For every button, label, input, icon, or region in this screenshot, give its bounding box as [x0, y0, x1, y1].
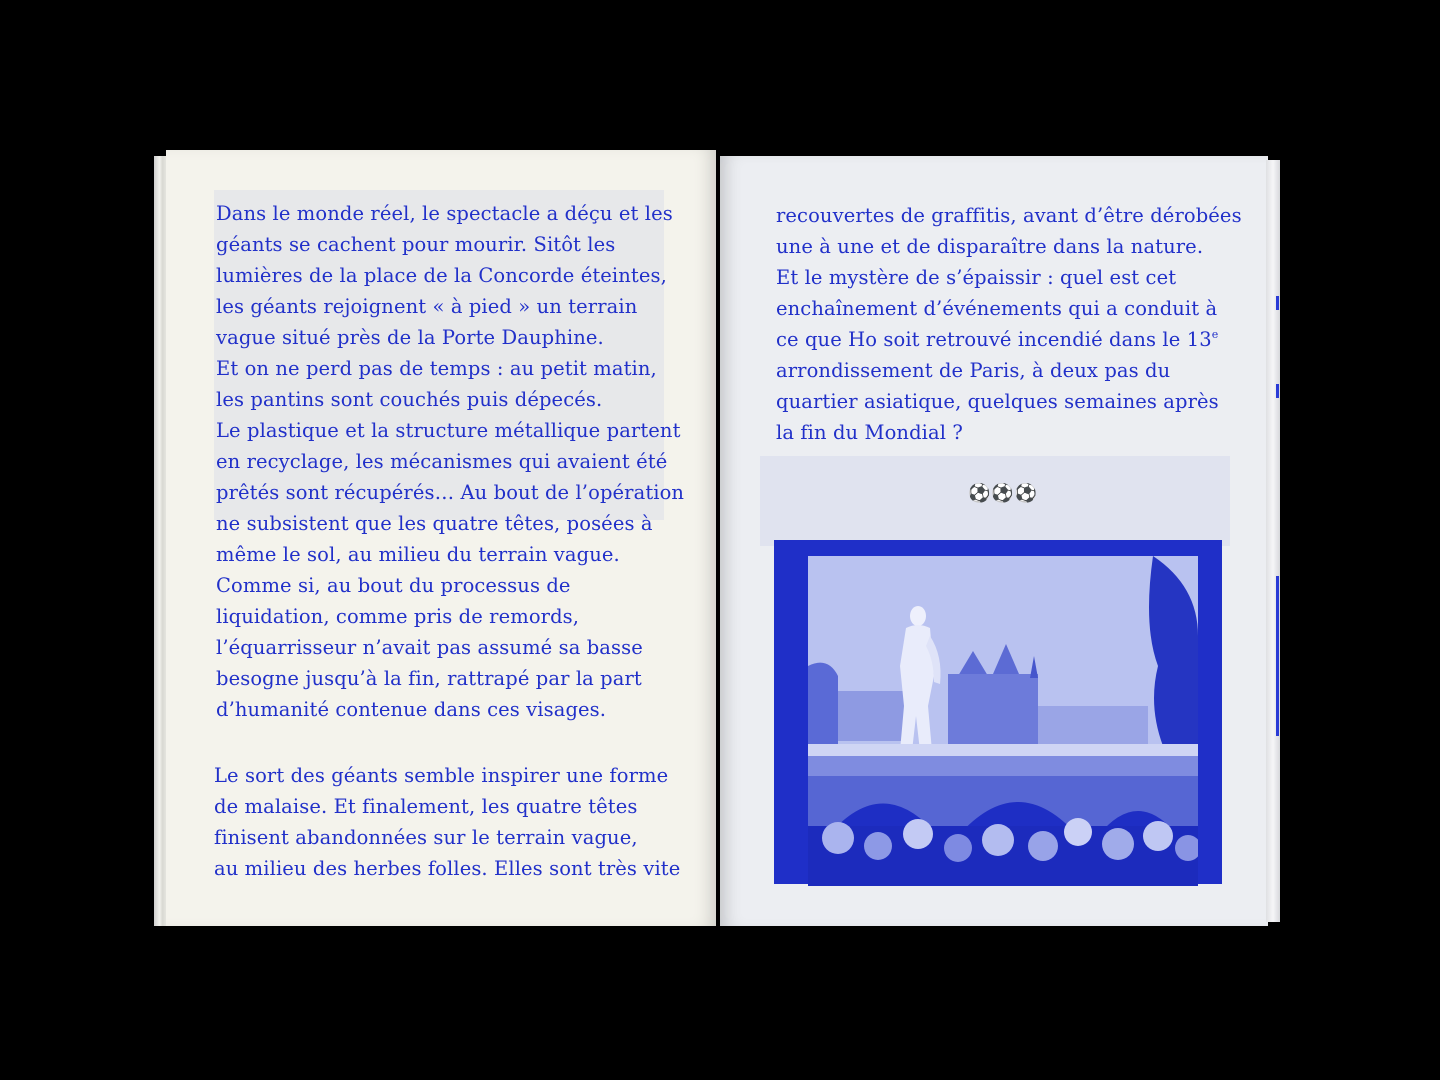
edge-mark [1276, 384, 1279, 398]
left-paragraph-2 [214, 760, 680, 884]
text-line: en recyclage, les mécanismes qui avaient été [216, 450, 668, 473]
right-paragraph [776, 200, 1242, 448]
text-line [776, 324, 1242, 355]
text-line: Le sort des géants semble inspirer une forme [214, 764, 669, 787]
text-line: Le plastique et la structure métallique partent [216, 419, 681, 442]
text-line: au milieu des herbes folles. Elles sont très vite [214, 857, 681, 880]
text-line: enchaînement d’événements qui a conduit à [776, 297, 1218, 320]
edge-mark [1276, 576, 1279, 736]
text-line: Et le mystère de s’épaissir : quel est cet [776, 266, 1177, 289]
photo-frame [774, 540, 1222, 884]
text-line: une à une et de disparaître dans la nature. [776, 235, 1204, 258]
text-fragment: ce que Ho soit retrouvé incendié dans le 13 [776, 328, 1212, 351]
text-line: de malaise. Et finalement, les quatre têtes [214, 795, 638, 818]
text-line: l’équarrisseur n’avait pas assumé sa basse [216, 636, 643, 659]
text-line: Et on ne perd pas de temps : au petit matin, [216, 357, 657, 380]
text-line: ne subsistent que les quatre têtes, posées à [216, 512, 653, 535]
text-line: la fin du Mondial ? [776, 421, 963, 444]
text-line: d’humanité contenue dans ces visages. [216, 698, 607, 721]
text-line: vague situé près de la Porte Dauphine. [216, 326, 604, 349]
text-line: prêtés sont récupérés… Au bout de l’opération [216, 481, 685, 504]
text-line: arrondissement de Paris, à deux pas du [776, 359, 1171, 382]
soccer-ball-ornament-icon: ⚽⚽⚽ [968, 483, 1039, 504]
photo-illustration [808, 556, 1198, 886]
edge-mark [1276, 296, 1279, 310]
text-line: liquidation, comme pris de remords, [216, 605, 580, 628]
text-line: finisent abandonnées sur le terrain vague, [214, 826, 638, 849]
photo-statue-bridge [808, 556, 1198, 886]
text-line: besogne jusqu’à la fin, rattrapé par la part [216, 667, 642, 690]
left-paragraph-1 [216, 198, 684, 725]
text-line: Comme si, au bout du processus de [216, 574, 571, 597]
page-edges-right [1266, 160, 1280, 922]
text-line: les géants rejoignent « à pied » un terrain [216, 295, 638, 318]
text-line: quartier asiatique, quelques semaines après [776, 390, 1219, 413]
text-line: recouvertes de graffitis, avant d’être dérobées [776, 204, 1242, 227]
superscript: e [1211, 328, 1219, 341]
text-line: géants se cachent pour mourir. Sitôt les [216, 233, 616, 256]
text-line: Dans le monde réel, le spectacle a déçu et les [216, 202, 673, 225]
text-line: les pantins sont couchés puis dépecés. [216, 388, 603, 411]
text-line: même le sol, au milieu du terrain vague. [216, 543, 620, 566]
text-line: lumières de la place de la Concorde éteintes, [216, 264, 667, 287]
